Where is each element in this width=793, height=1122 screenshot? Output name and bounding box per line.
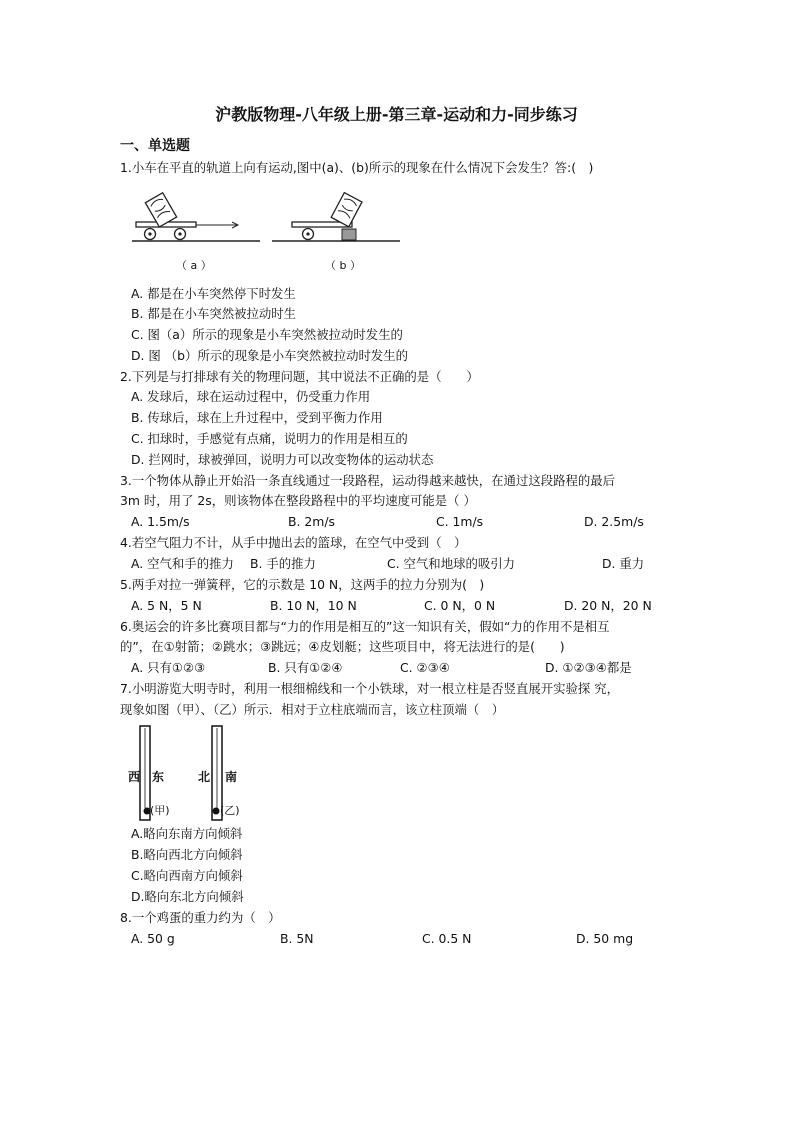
- direction-south-label: 南: [225, 770, 238, 784]
- question-7-option-b: B.略向西北方向倾斜: [131, 847, 243, 862]
- direction-west-label: 西: [128, 770, 141, 784]
- question-3-option-b: B. 2m/s: [288, 514, 335, 529]
- question-3-option-a: A. 1.5m/s: [131, 514, 190, 529]
- question-1-option-b: B. 都是在小车突然被拉动时生: [131, 306, 297, 321]
- section-heading: 一、单选题: [120, 138, 190, 154]
- question-6-stem-line-1: 6.奥运会的许多比赛项目都与“力的作用是相互的”这一知识有关，假如“力的作用不是相互: [120, 619, 610, 634]
- question-1-option-d: D. 图 （b）所示的现象是小车突然被拉动时发生的: [131, 348, 409, 363]
- question-4-option-c: C. 空气和地球的吸引力: [387, 556, 516, 571]
- question-3-option-c: C. 1m/s: [436, 514, 484, 529]
- question-2-option-a: A. 发球后，球在运动过程中，仍受重力作用: [131, 389, 371, 404]
- direction-east-label: 东: [152, 770, 165, 784]
- cart-figure-a: [128, 188, 262, 250]
- question-6-option-b: B. 只有①②④: [268, 660, 343, 675]
- question-7-stem-line-2: 现象如图（甲）、（乙）所示．相对于立柱底端而言，该立柱顶端（ ）: [120, 702, 505, 717]
- question-6-option-d: D. ①②③④都是: [545, 660, 632, 675]
- question-3-stem-line-1: 3.一个物体从静止开始沿一条直线通过一段路程，运动得越来越快，在通过这段路程的最后: [120, 473, 616, 488]
- question-7-option-d: D.略向东北方向倾斜: [131, 889, 244, 904]
- figure-label-yi: (乙): [220, 804, 240, 817]
- question-1-option-c: C. 图（a）所示的现象是小车突然被拉动时发生的: [131, 327, 403, 342]
- question-6-stem-line-2: 的”，在①射箭；②跳水；③跳远；④皮划艇；这些项目中，将无法进行的是( ): [120, 639, 565, 654]
- figure-label-jia: (甲): [150, 804, 170, 817]
- question-1-option-a: A. 都是在小车突然停下时发生: [131, 286, 296, 301]
- pillar-figure: [128, 724, 262, 824]
- question-6-option-a: A. 只有①②③: [131, 660, 206, 675]
- cart-figure-b: [268, 188, 402, 250]
- question-5-option-b: B. 10 N，10 N: [270, 598, 357, 613]
- question-6-option-c: C. ②③④: [400, 660, 450, 675]
- question-3-option-d: D. 2.5m/s: [584, 514, 644, 529]
- question-4-option-d: D. 重力: [602, 556, 645, 571]
- figure-label-a: （ a ）: [176, 259, 212, 272]
- question-5-option-a: A. 5 N，5 N: [131, 598, 202, 613]
- question-5-option-c: C. 0 N，0 N: [424, 598, 496, 613]
- question-8-option-b: B. 5N: [280, 931, 314, 946]
- question-4-option-b: B. 手的推力: [250, 556, 316, 571]
- question-7-option-a: A.略向东南方向倾斜: [131, 826, 243, 841]
- question-2-option-b: B. 传球后，球在上升过程中，受到平衡力作用: [131, 410, 383, 425]
- figure-label-b: （ b ）: [325, 259, 361, 272]
- question-2-option-d: D. 拦网时，球被弹回，说明力可以改变物体的运动状态: [131, 452, 434, 467]
- question-2-stem: 2.下列是与打排球有关的物理问题，其中说法不正确的是（ ）: [120, 369, 479, 384]
- question-7-stem-line-1: 7.小明游览大明寺时，利用一根细棉线和一个小铁球，对一根立柱是否竖直展开实验探 究，: [120, 681, 619, 696]
- question-5-stem: 5.两手对拉一弹簧秤，它的示数是 10 N，这两手的拉力分别为( ): [120, 577, 485, 592]
- question-1-stem: 1.小车在平直的轨道上向有运动,图中(a)、(b)所示的现象在什么情况下会发生？答:( ): [120, 160, 594, 175]
- question-4-stem: 4.若空气阻力不计，从手中抛出去的篮球，在空气中受到（ ）: [120, 535, 467, 550]
- question-8-stem: 8.一个鸡蛋的重力约为（ ）: [120, 910, 281, 925]
- direction-north-label: 北: [198, 770, 211, 784]
- question-4-option-a: A. 空气和手的推力: [131, 556, 234, 571]
- question-8-option-d: D. 50 mg: [576, 931, 634, 946]
- question-8-option-c: C. 0.5 N: [422, 931, 472, 946]
- question-3-stem-line-2: 3m 时，用了 2s，则该物体在整段路程中的平均速度可能是（ ）: [120, 493, 476, 508]
- question-5-option-d: D. 20 N，20 N: [564, 598, 652, 613]
- question-7-option-c: C.略向西南方向倾斜: [131, 868, 243, 883]
- question-2-option-c: C. 扣球时，手感觉有点痛，说明力的作用是相互的: [131, 431, 408, 446]
- page-title: 沪教版物理-八年级上册-第三章-运动和力-同步练习: [215, 105, 578, 124]
- question-8-option-a: A. 50 g: [131, 931, 175, 946]
